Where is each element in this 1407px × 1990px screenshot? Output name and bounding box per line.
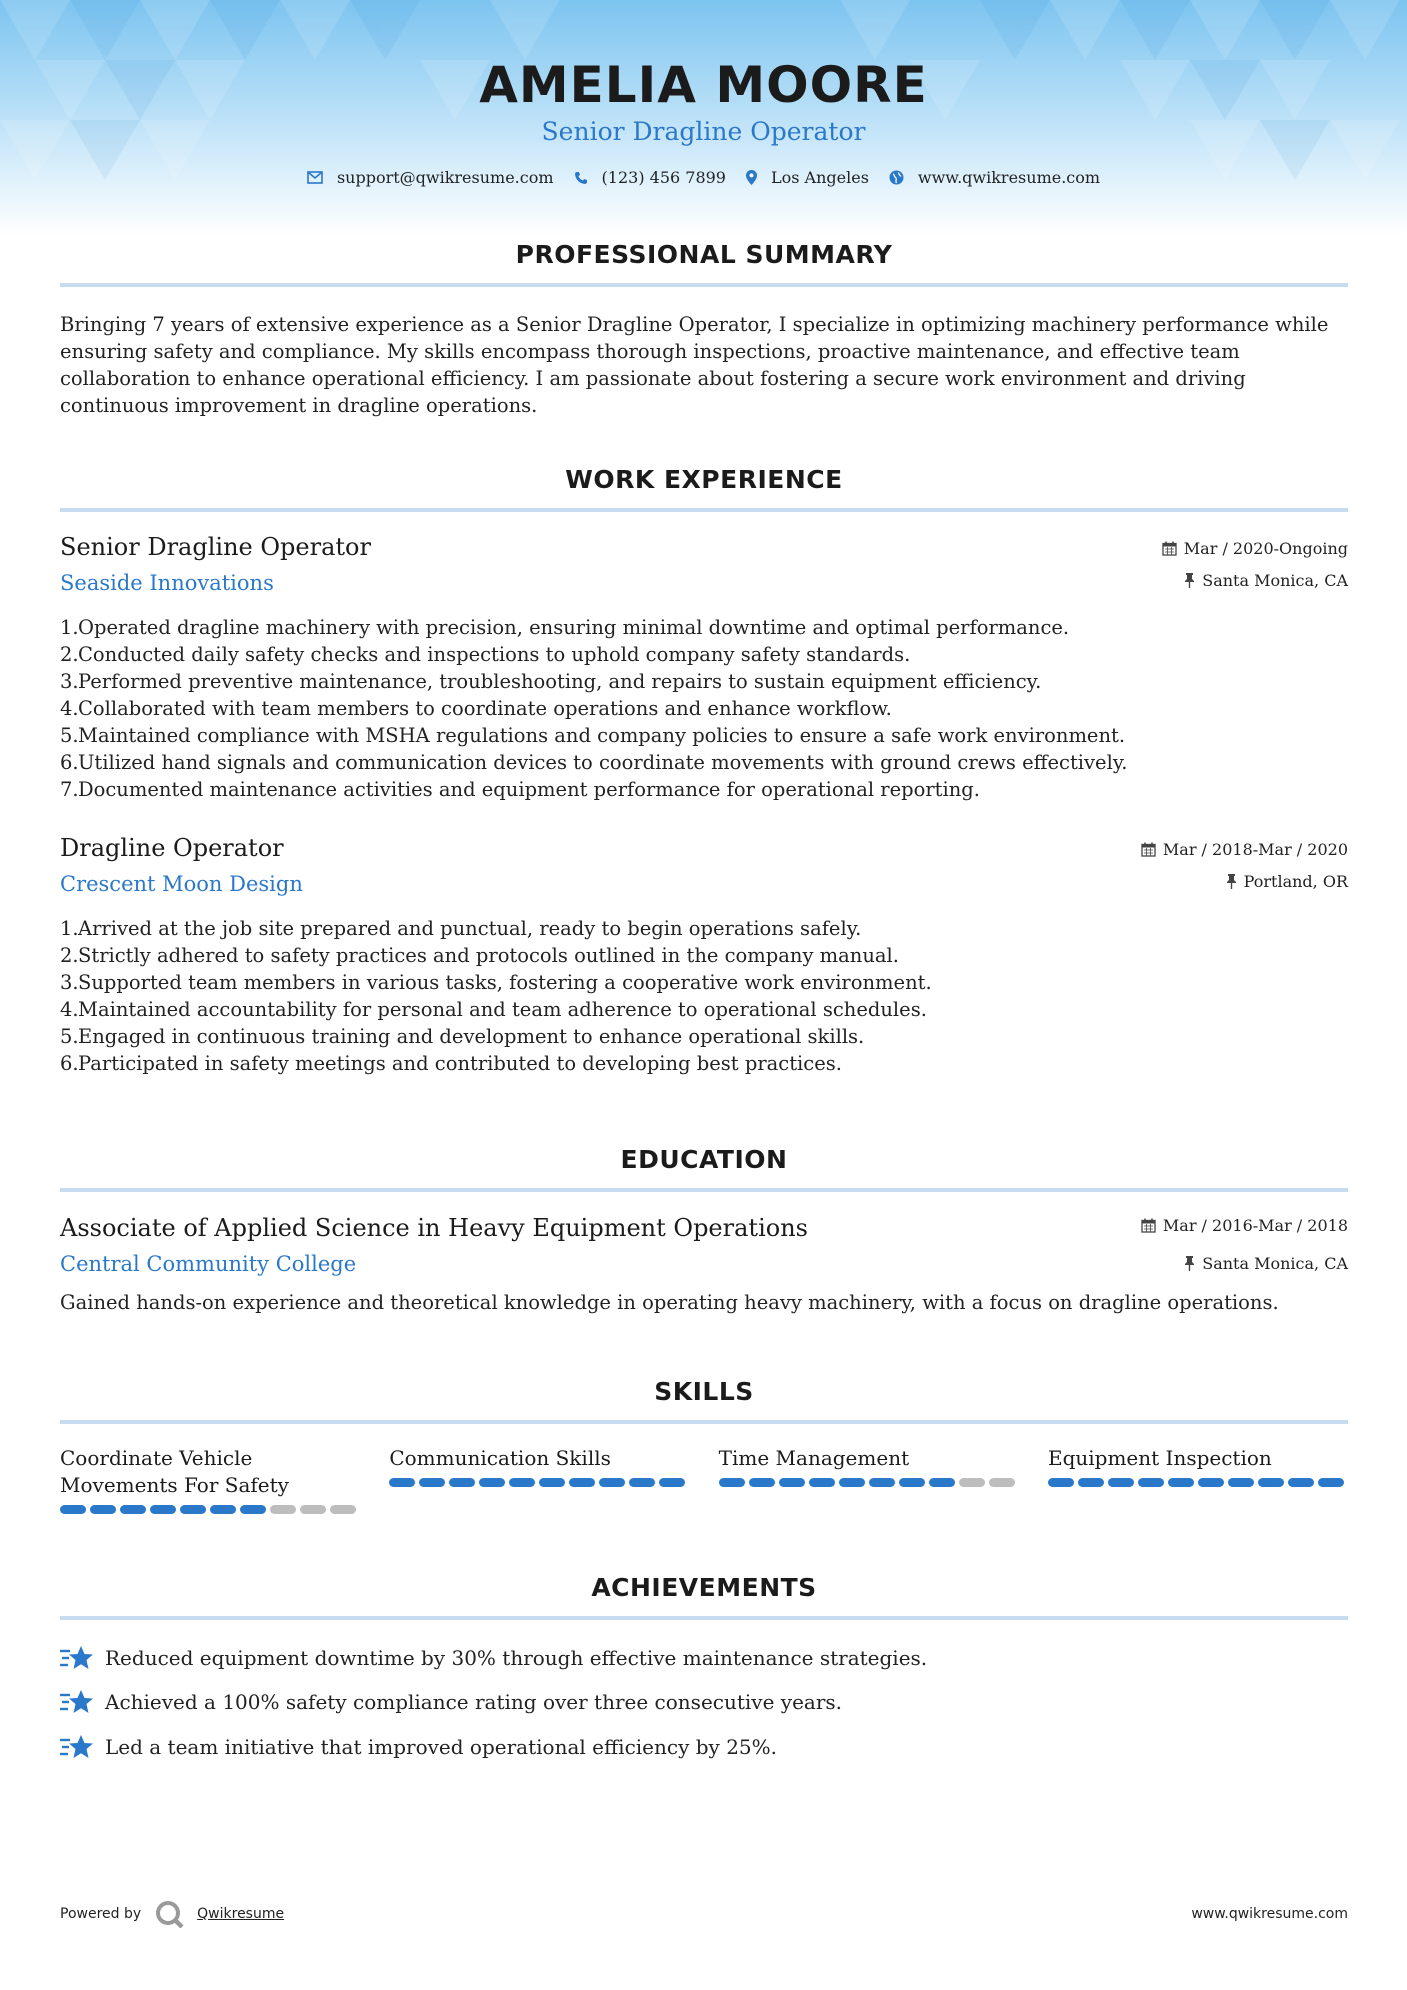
experience-divider — [60, 508, 1348, 512]
footer-website[interactable]: www.qwikresume.com — [1191, 1906, 1348, 1922]
contact-website-text: www.qwikresume.com — [917, 168, 1101, 187]
skill-segment-filled — [749, 1478, 775, 1487]
education-degree: Associate of Applied Science in Heavy Equipment Operations — [60, 1214, 808, 1242]
skill-segment-filled — [1108, 1478, 1134, 1487]
calendar-icon — [1141, 842, 1156, 857]
skill-segment-filled — [1288, 1478, 1314, 1487]
bullet-text: Operated dragline machinery with precision, ensuring minimal downtime and optimal performance. — [78, 616, 1070, 639]
skill-segment-filled — [1168, 1478, 1194, 1487]
skill-name: Equipment Inspection — [1047, 1446, 1272, 1470]
skill-item — [1048, 1445, 1348, 1514]
education-meta — [1141, 1215, 1348, 1273]
list-item: 2. Strictly adhered to safety practices and protocols outlined in the company manual. — [60, 944, 899, 967]
bullet-text: Engaged in continuous training and development to enhance operational skills. — [78, 1025, 865, 1048]
bullet-text: Collaborated with team members to coordinate operations and enhance workflow. — [78, 697, 892, 720]
achievement-item — [60, 1733, 1348, 1761]
skill-meter — [719, 1478, 1019, 1487]
skill-name: Time Management — [718, 1446, 910, 1470]
job-location — [1141, 871, 1348, 891]
job-role: Dragline Operator — [60, 834, 284, 862]
star-icon — [60, 1733, 94, 1761]
skill-segment-empty — [989, 1478, 1015, 1487]
job-location — [1162, 570, 1348, 590]
bullet-text: Performed preventive maintenance, troubleshooting, and repairs to sustain equipment efficiency. — [78, 670, 1042, 693]
list-item: 3. Supported team members in various tasks, fostering a cooperative work environment. — [60, 971, 932, 994]
skill-meter — [389, 1478, 689, 1487]
achievement-item — [60, 1688, 1348, 1716]
skill-segment-filled — [659, 1478, 685, 1487]
skill-segment-filled — [629, 1478, 655, 1487]
contact-email-text: support@qwikresume.com — [336, 168, 554, 187]
job-location-text: Santa Monica, CA — [1202, 570, 1348, 590]
education-location-text: Santa Monica, CA — [1202, 1253, 1348, 1273]
skill-segment-filled — [120, 1505, 146, 1514]
skill-segment-filled — [240, 1505, 266, 1514]
skill-segment-filled — [869, 1478, 895, 1487]
list-item: 2. Conducted daily safety checks and inspections to uphold company safety standards. — [60, 643, 911, 666]
skill-meter — [60, 1505, 360, 1514]
job-entry-1 — [60, 533, 1348, 595]
summary-divider — [60, 283, 1348, 287]
education-dates — [1141, 1215, 1348, 1235]
skill-segment-empty — [270, 1505, 296, 1514]
star-icon — [60, 1644, 94, 1672]
skill-segment-filled — [1258, 1478, 1284, 1487]
skill-segment-filled — [479, 1478, 505, 1487]
footer — [60, 1900, 1348, 1928]
skill-segment-filled — [1318, 1478, 1344, 1487]
skill-segment-filled — [1048, 1478, 1074, 1487]
globe-icon — [889, 170, 904, 185]
skill-segment-filled — [899, 1478, 925, 1487]
skill-segment-filled — [389, 1478, 415, 1487]
bullet-text: Maintained accountability for personal and team adherence to operational schedules. — [78, 998, 927, 1021]
achievement-text: Reduced equipment downtime by 30% through effective maintenance strategies. — [105, 1646, 928, 1670]
skill-segment-filled — [1228, 1478, 1254, 1487]
skill-segment-filled — [779, 1478, 805, 1487]
list-item: 3. Performed preventive maintenance, troubleshooting, and repairs to sustain equipment efficiency. — [60, 670, 1042, 693]
envelope-icon — [307, 171, 323, 184]
contact-phone-text: (123) 456 7899 — [601, 168, 726, 187]
education-school: Central Community College — [60, 1252, 357, 1276]
skill-item — [389, 1445, 689, 1514]
bullet-text: Strictly adhered to safety practices and protocols outlined in the company manual. — [78, 944, 899, 967]
bullet-text: Arrived at the job site prepared and punctual, ready to begin operations safely. — [78, 917, 862, 940]
job-meta — [1162, 538, 1348, 590]
list-item: 1. Arrived at the job site prepared and punctual, ready to begin operations safely. — [60, 917, 862, 940]
footer-powered-by — [60, 1900, 284, 1928]
pushpin-icon — [1184, 1256, 1195, 1271]
job-company: Seaside Innovations — [60, 571, 274, 595]
skill-segment-filled — [210, 1505, 236, 1514]
pushpin-icon — [1226, 874, 1237, 889]
skill-segment-filled — [509, 1478, 535, 1487]
skill-segment-filled — [150, 1505, 176, 1514]
education-location — [1141, 1253, 1348, 1273]
bullet-text: Utilized hand signals and communication devices to coordinate movements with ground crews effectively. — [78, 751, 1128, 774]
education-description: Gained hands-on experience and theoretical knowledge in operating heavy machinery, with a focus on dragline operations. — [60, 1291, 1279, 1314]
job-dates — [1141, 839, 1348, 859]
calendar-icon — [1141, 1218, 1156, 1233]
achievement-text: Achieved a 100% safety compliance rating over three consecutive years. — [105, 1690, 843, 1714]
pushpin-icon — [1184, 573, 1195, 588]
achievement-item — [60, 1644, 1348, 1672]
summary-text: Bringing 7 years of extensive experience as a Senior Dragline Operator, I specialize in optimizing machinery performance while ensuring safety and compliance. My skills encompass thorough inspections, proactive maintenance, and effective team collaboration to enhance operational efficiency. I am passionate about fostering a secure work environment and driving continuous improvement in dragline operations. — [60, 313, 1329, 417]
achievement-text: Led a team initiative that improved operational efficiency by 25%. — [105, 1735, 778, 1759]
list-item: 6. Participated in safety meetings and contributed to developing best practices. — [60, 1052, 842, 1075]
list-item: 5. Maintained compliance with MSHA regulations and company policies to ensure a safe work environment. — [60, 724, 1126, 747]
education-entry — [60, 1214, 1348, 1276]
contact-bar — [0, 168, 1407, 187]
contact-location-text: Los Angeles — [770, 168, 869, 187]
achievements-divider — [60, 1616, 1348, 1620]
bullet-text: Documented maintenance activities and equipment performance for operational reporting. — [78, 778, 980, 801]
skill-segment-filled — [449, 1478, 475, 1487]
star-icon — [60, 1688, 94, 1716]
job-2-bullets — [60, 915, 1348, 1077]
phone-icon — [574, 171, 588, 185]
job-dates-text: Mar / 2020-Ongoing — [1183, 538, 1348, 558]
skill-segment-filled — [60, 1505, 86, 1514]
education-divider — [60, 1188, 1348, 1192]
contact-location — [746, 168, 869, 187]
candidate-name: AMELIA MOORE — [479, 56, 928, 114]
skill-segment-filled — [809, 1478, 835, 1487]
powered-by-label: Powered by — [60, 1906, 142, 1922]
skill-segment-empty — [959, 1478, 985, 1487]
qwikresume-logo-icon — [155, 1900, 185, 1928]
skill-segment-filled — [839, 1478, 865, 1487]
bullet-text: Participated in safety meetings and contributed to developing best practices. — [78, 1052, 842, 1075]
skill-segment-empty — [300, 1505, 326, 1514]
job-company: Crescent Moon Design — [60, 872, 303, 896]
calendar-icon — [1162, 541, 1177, 556]
bullet-text: Supported team members in various tasks, fostering a cooperative work environment. — [78, 971, 932, 994]
education-dates-text: Mar / 2016-Mar / 2018 — [1162, 1215, 1348, 1235]
qwikresume-link[interactable]: Qwikresume — [197, 1906, 285, 1922]
skill-segment-filled — [419, 1478, 445, 1487]
skill-name: Communication Skills — [389, 1446, 611, 1470]
contact-email[interactable] — [307, 168, 554, 187]
education-heading: EDUCATION — [620, 1145, 788, 1174]
skill-segment-filled — [929, 1478, 955, 1487]
skills-heading: SKILLS — [654, 1377, 754, 1406]
skill-item — [719, 1445, 1019, 1514]
bullet-text: Maintained compliance with MSHA regulations and company policies to ensure a safe work environment. — [78, 724, 1126, 747]
skills-divider — [60, 1420, 1348, 1424]
achievements-heading: ACHIEVEMENTS — [591, 1573, 817, 1602]
skill-segment-filled — [1138, 1478, 1164, 1487]
skill-segment-filled — [180, 1505, 206, 1514]
skill-segment-filled — [1198, 1478, 1224, 1487]
skill-meter — [1048, 1478, 1348, 1487]
list-item: 4. Maintained accountability for personal and team adherence to operational schedules. — [60, 998, 927, 1021]
job-role: Senior Dragline Operator — [60, 533, 371, 561]
list-item: 1. Operated dragline machinery with precision, ensuring minimal downtime and optimal performance. — [60, 616, 1070, 639]
skill-name: Coordinate Vehicle Movements For Safety — [60, 1446, 289, 1497]
job-dates-text: Mar / 2018-Mar / 2020 — [1162, 839, 1348, 859]
summary-heading: PROFESSIONAL SUMMARY — [515, 240, 893, 269]
job-meta — [1141, 839, 1348, 891]
map-pin-icon — [746, 170, 757, 185]
skill-segment-filled — [719, 1478, 745, 1487]
skill-item — [60, 1445, 360, 1514]
skill-segment-filled — [599, 1478, 625, 1487]
list-item: 5. Engaged in continuous training and development to enhance operational skills. — [60, 1025, 865, 1048]
list-item: 6. Utilized hand signals and communication devices to coordinate movements with ground crews effectively. — [60, 751, 1128, 774]
job-dates — [1162, 538, 1348, 558]
contact-website[interactable] — [889, 168, 1100, 187]
experience-heading: WORK EXPERIENCE — [565, 465, 843, 494]
job-entry-2 — [60, 834, 1348, 896]
skill-segment-filled — [539, 1478, 565, 1487]
skill-segment-filled — [569, 1478, 595, 1487]
job-1-bullets — [60, 614, 1348, 803]
bullet-text: Conducted daily safety checks and inspections to uphold company safety standards. — [78, 643, 911, 666]
skills-list — [60, 1445, 1348, 1514]
candidate-title: Senior Dragline Operator — [541, 117, 866, 146]
skill-segment-empty — [330, 1505, 356, 1514]
job-location-text: Portland, OR — [1243, 871, 1348, 891]
list-item: 7. Documented maintenance activities and equipment performance for operational reporting. — [60, 778, 980, 801]
contact-phone[interactable] — [574, 168, 726, 187]
list-item: 4. Collaborated with team members to coordinate operations and enhance workflow. — [60, 697, 892, 720]
skill-segment-filled — [90, 1505, 116, 1514]
skill-segment-filled — [1078, 1478, 1104, 1487]
resume-header — [0, 58, 1407, 187]
